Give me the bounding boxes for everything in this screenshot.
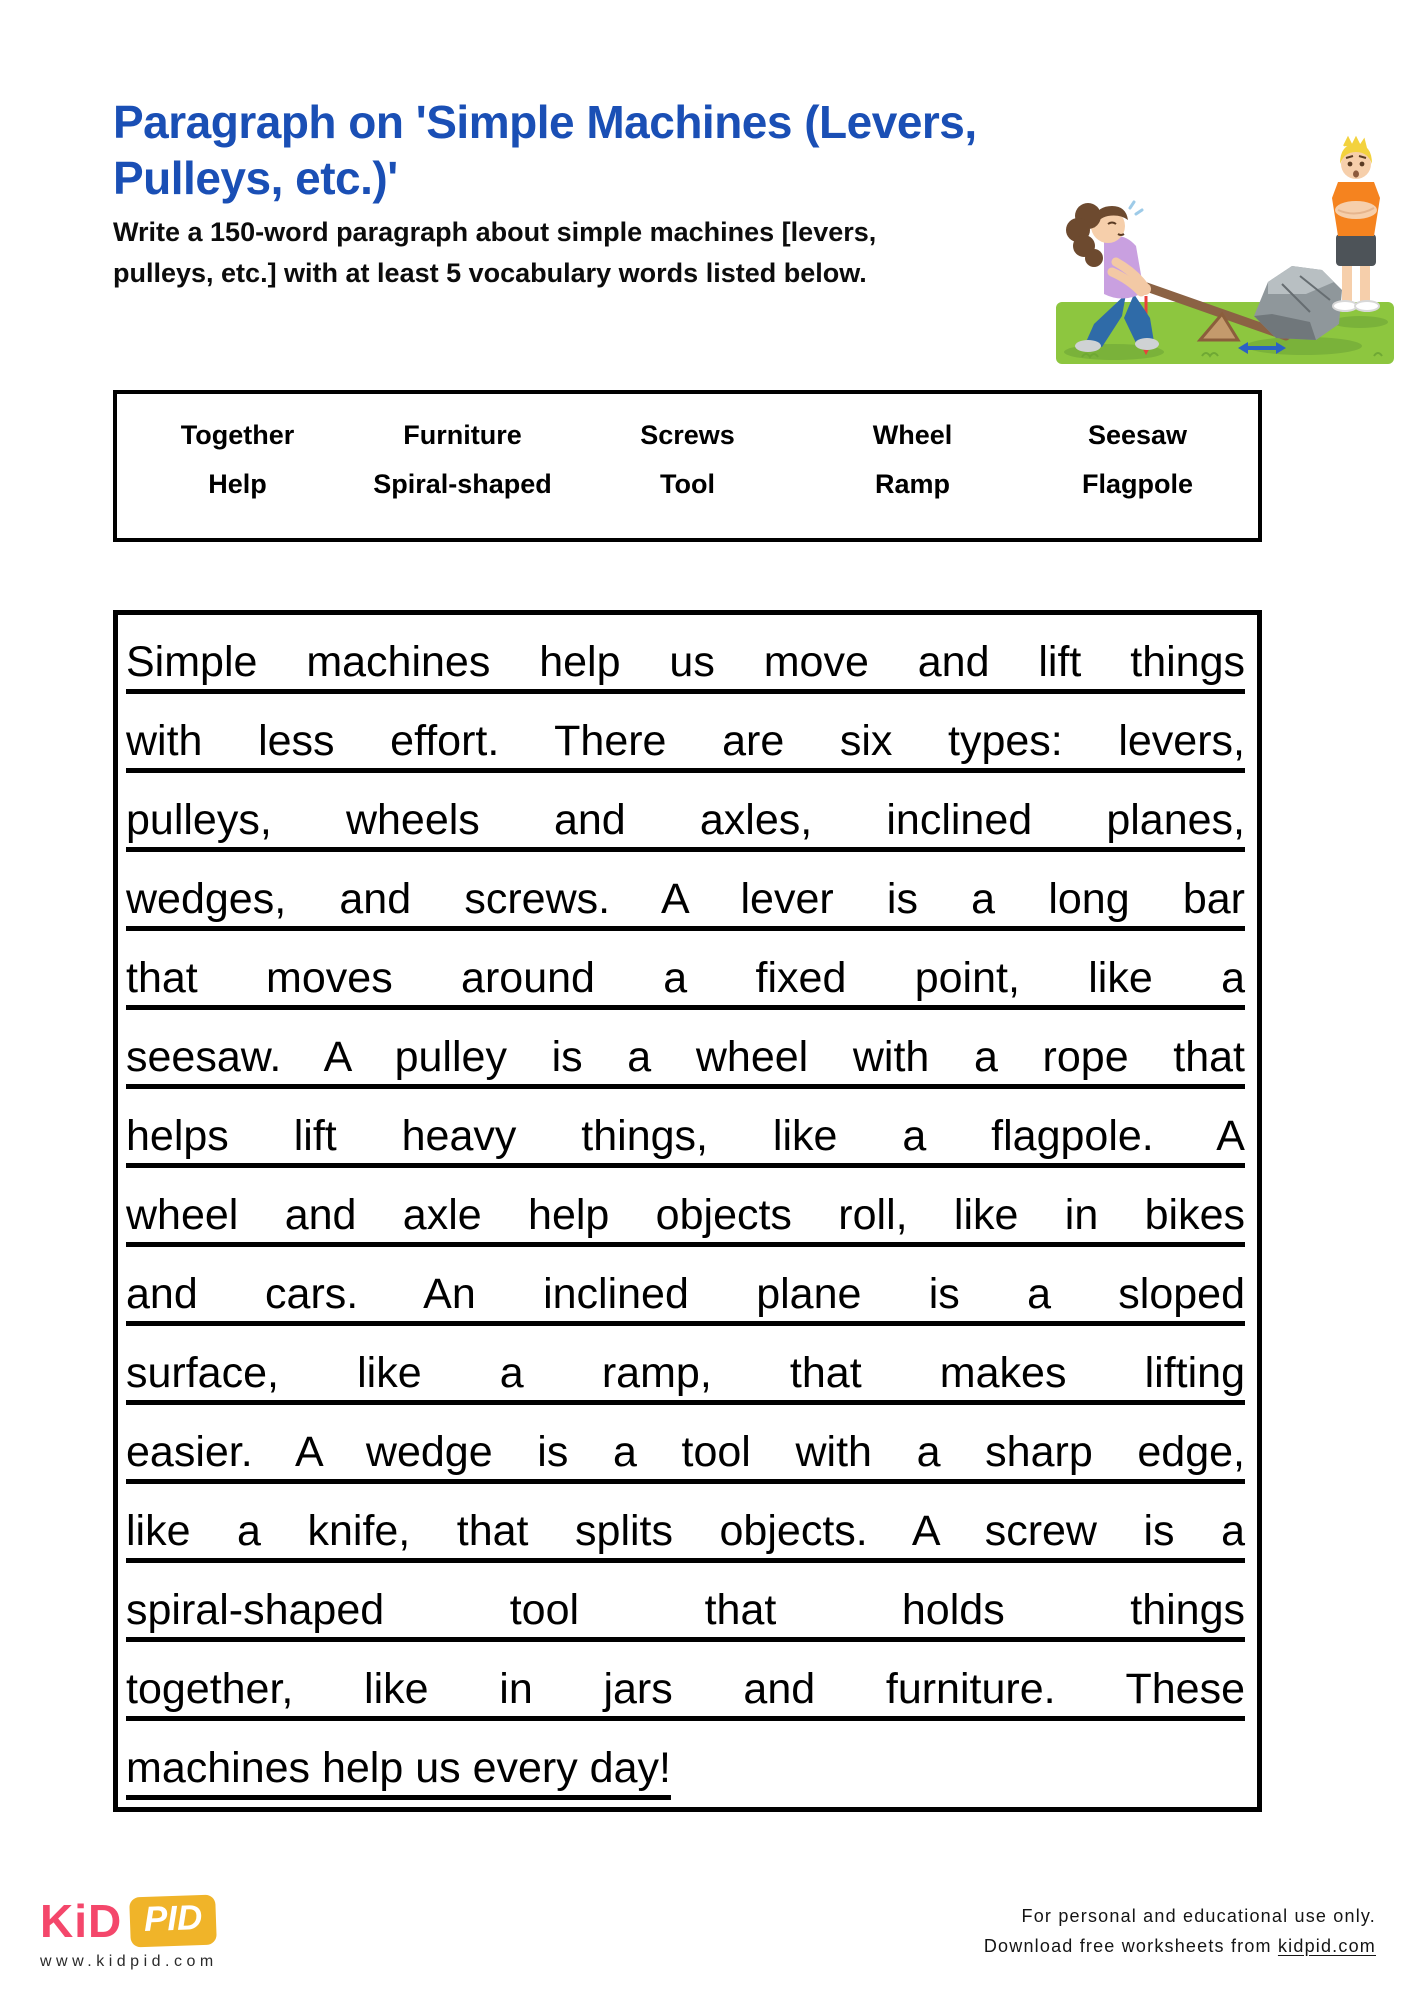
vocab-word-together: Together: [180, 420, 295, 450]
paragraph-line: helps lift heavy things, like a flagpole. A: [126, 1112, 1245, 1160]
paragraph-line: pulleys, wheels and axles, inclined planes,: [126, 796, 1245, 844]
paragraph-line: wheel and axle help objects roll, like in bikes: [126, 1191, 1245, 1239]
paragraph-line: together, like in jars and furniture. These: [126, 1665, 1245, 1713]
logo-pid-badge: PID: [129, 1895, 217, 1948]
logo-kid-text: KiD: [40, 1895, 123, 1947]
paragraph-line: surface, like a ramp, that makes lifting: [126, 1349, 1245, 1397]
paragraph-box: [113, 610, 1262, 1812]
rock: [1254, 266, 1342, 340]
vocab-word-flagpole: Flagpole: [1081, 469, 1193, 499]
paragraph-line: easier. A wedge is a tool with a sharp edge,: [126, 1428, 1245, 1476]
instructions-line2: pulleys, etc.] with at least 5 vocabulary words listed below.: [113, 257, 867, 288]
vocab-word-screws: Screws: [640, 420, 735, 450]
page-title: [113, 94, 1123, 206]
logo-website: www.kidpid.com: [40, 1953, 218, 1970]
usage-line2: [984, 1932, 1376, 1962]
usage-note: [984, 1902, 1376, 1961]
paragraph-line: with less effort. There are six types: levers,: [126, 717, 1245, 765]
paragraph-line: wedges, and screws. A lever is a long bar: [126, 875, 1245, 923]
vocab-word-help: Help: [208, 469, 267, 499]
vocab-word-spiral-shaped: Spiral-shaped: [373, 469, 552, 499]
boy-figure: [1332, 138, 1380, 311]
page-title-line2: Pulleys, etc.)': [113, 152, 398, 205]
paragraph-line: and cars. An inclined plane is a sloped: [126, 1270, 1245, 1318]
vocab-word-seesaw: Seesaw: [1087, 420, 1188, 450]
vocab-word-ramp: Ramp: [874, 469, 950, 499]
usage-line1: For personal and educational use only.: [1021, 1906, 1376, 1926]
vocab-word-tool: Tool: [660, 469, 715, 499]
paragraph-line: seesaw. A pulley is a wheel with a rope that: [126, 1033, 1245, 1081]
instructions: [113, 212, 876, 293]
paragraph-line: that moves around a fixed point, like a: [126, 954, 1245, 1002]
kidpid-link[interactable]: kidpid.com: [1277, 1935, 1376, 1956]
instructions-line1: Write a 150-word paragraph about simple machines [levers,: [113, 217, 877, 247]
paragraph-line: like a knife, that splits objects. A screw is a: [126, 1507, 1245, 1555]
paragraph-line-last: machines help us every day!: [126, 1744, 671, 1792]
vocab-word-furniture: Furniture: [403, 420, 522, 450]
page-title-line1: Paragraph on 'Simple Machines (Levers,: [113, 96, 977, 148]
paragraph-line: Simple machines help us move and lift things: [126, 638, 1245, 686]
vocab-word-wheel: Wheel: [872, 420, 953, 450]
vocabulary-box: [113, 390, 1262, 542]
usage-line2-prefix: Download free worksheets from: [983, 1935, 1278, 1956]
kidpid-logo: [40, 1894, 218, 1971]
lever-illustration: [1042, 124, 1408, 388]
paragraph-line: spiral-shaped tool that holds things: [126, 1586, 1245, 1634]
